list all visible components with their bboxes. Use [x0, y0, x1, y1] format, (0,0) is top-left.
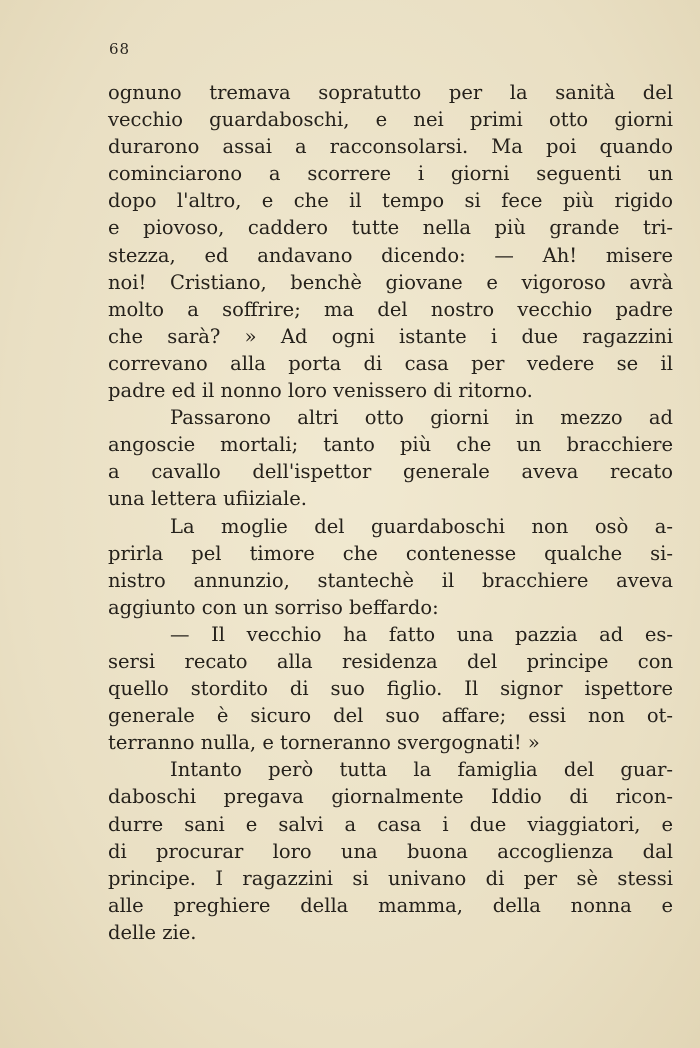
text-line: generale è sicuro del suo affare; essi non ot-	[108, 704, 673, 728]
text-line: padre ed il nonno loro venissero di ritorno.	[108, 379, 533, 403]
text-line: alle preghiere della mamma, della nonna e	[108, 893, 673, 917]
text-line: di procurar loro una buona accoglienza dal	[108, 839, 673, 863]
text-line: dopo l'altro, e che il tempo si fece più rigido	[108, 189, 673, 213]
text-line: correvano alla porta di casa per vedere se il	[108, 351, 673, 375]
text-line: nistro annunzio, stantechè il bracchiere aveva	[108, 568, 673, 592]
paragraph	[108, 621, 673, 756]
text-line: noi! Cristiano, benchè giovane e vigoroso avrà	[108, 270, 673, 294]
text-line: — Il vecchio ha fatto una pazzia ad es-	[170, 622, 673, 646]
text-line: vecchio guardaboschi, e nei primi otto giorni	[108, 108, 673, 132]
text-line: durarono assai a racconsolarsi. Ma poi quando	[108, 135, 673, 159]
text-line: che sarà? » Ad ogni istante i due ragazzini	[108, 324, 673, 348]
text-line: una lettera ufiiziale.	[108, 487, 307, 511]
text-line: Intanto però tutta la famiglia del guar-	[170, 758, 673, 782]
text-line: durre sani e salvi a casa i due viaggiatori, e	[108, 812, 673, 836]
text-line: Passarono altri otto giorni in mezzo ad	[170, 406, 673, 430]
text-line: terranno nulla, e torneranno svergognati! »	[108, 731, 540, 755]
paragraph	[108, 79, 673, 404]
text-line: angoscie mortali; tanto più che un bracchiere	[108, 433, 673, 457]
text-line: molto a soffrire; ma del nostro vecchio padre	[108, 297, 673, 321]
text-line: cominciarono a scorrere i giorni seguenti un	[108, 162, 673, 186]
text-line: a cavallo dell'ispettor generale aveva recato	[108, 460, 673, 484]
text-line: aggiunto con un sorriso beffardo:	[108, 595, 439, 619]
text-line: prirla pel timore che contenesse qualche si-	[108, 541, 673, 565]
text-line: daboschi pregava giornalmente Iddio di ricon-	[108, 785, 673, 809]
text-line: principe. I ragazzini si univano di per sè stessi	[108, 866, 673, 890]
paragraph	[108, 513, 673, 621]
paragraph	[108, 404, 673, 512]
text-line: e piovoso, caddero tutte nella più grande tri-	[108, 216, 673, 240]
text-line: sersi recato alla residenza del principe con	[108, 649, 673, 673]
paragraph	[108, 756, 673, 946]
text-line: stezza, ed andavano dicendo: — Ah! misere	[108, 243, 673, 267]
text-line: ognuno tremava sopratutto per la sanità del	[108, 81, 673, 104]
text-line: La moglie del guardaboschi non osò a-	[170, 514, 673, 538]
text-line: delle zie.	[108, 920, 197, 944]
page-number: 68	[109, 40, 131, 58]
body-text	[108, 79, 673, 946]
text-line: quello stordito di suo figlio. Il signor ispettore	[108, 677, 673, 701]
